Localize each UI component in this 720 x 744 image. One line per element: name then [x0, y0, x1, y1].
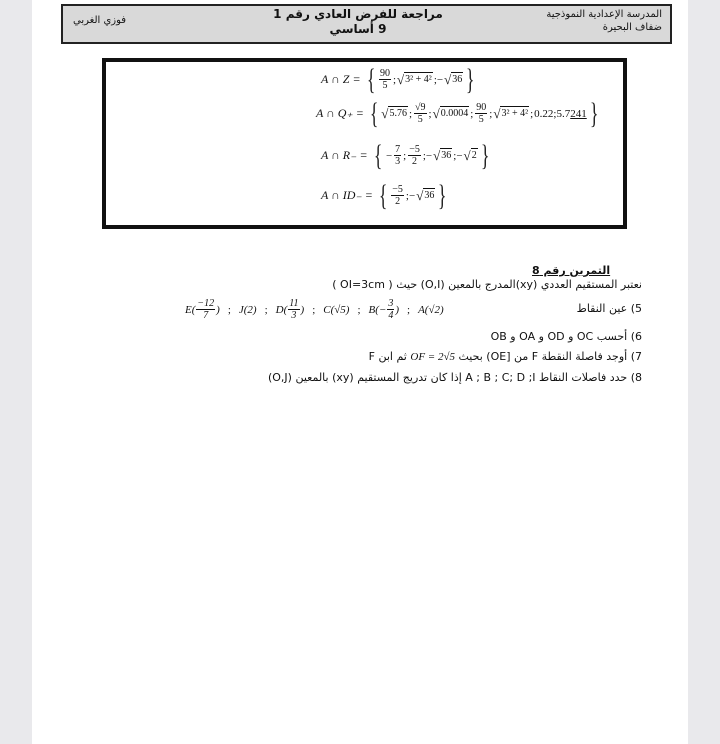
right-brace: } [438, 178, 447, 212]
left-brace: { [369, 96, 379, 130]
point-b: B(− $\frac{3}{4}$ ) [368, 298, 400, 321]
teacher-name: فوزي الغربي [73, 15, 127, 26]
question-6: 6) أحسب OC و OD و OA و OB [490, 330, 642, 343]
left-brace: { [373, 138, 383, 172]
point-c: C(√5) [323, 303, 350, 316]
exercise-intro: نعتبر المستقيم العددي (xy)المدرج بالمعين (O,I) حيث ( OI=3cm ) [332, 278, 642, 291]
square-root: √ 3² + 4² [397, 71, 432, 87]
square-root: √ 0.0004 [432, 105, 469, 121]
worksheet-page [32, 0, 688, 744]
equation-a-inter-id-minus: A ∩ ID₋ = { $\frac{-5}{2}$ ;− √ 36 } [321, 178, 447, 212]
right-brace: } [480, 138, 490, 172]
fraction: $\frac{90}{5}$ [476, 102, 487, 125]
point-j: J(2) [238, 303, 257, 316]
fraction: $\frac{7}{3}$ [395, 144, 401, 167]
exercise-title: التمرين رقم 8 [532, 264, 611, 277]
fraction: $\frac{-5}{2}$ [392, 184, 403, 207]
points-list: E( $\frac{-12}{7}$ ) ; J(2) ; D( $\frac{11}{3}$ ) ; C(√5) ; B(− $\frac{3}{4}$ ) ; A(√2) [185, 298, 444, 321]
fraction: $\frac{√9}{5}$ [415, 102, 426, 125]
school-name: المدرسة الإعدادية النموذجية ضفاف البحيرة [546, 9, 662, 33]
point-d: D( $\frac{11}{3}$ ) [275, 298, 305, 321]
square-root: √ 36 [444, 71, 463, 87]
square-root: √ 2 [463, 147, 477, 163]
right-brace: } [466, 62, 475, 96]
right-brace: } [589, 96, 599, 130]
square-root: √ 5.76 [381, 105, 407, 121]
equation-a-inter-z: A ∩ Z = { $\frac{90}{5}$ ; √ 3² + 4² ;− √ 36 } [321, 62, 475, 96]
question-7: 7) أوجد فاصلة النقطة F من [OE) بحيث OF = 2√5 ثم ابن F [368, 350, 642, 363]
equation-a-inter-r-minus: A ∩ R₋ = { − $\frac{7}{3}$ ; $\frac{-5}{2}$ ;− √ 36 ;− √ 2 } [321, 138, 490, 172]
square-root: √ 36 [433, 147, 452, 163]
question-5-label: 5) عين النقاط [576, 302, 642, 315]
fraction: $\frac{-5}{2}$ [409, 144, 420, 167]
equation-a-inter-q-plus: A ∩ Q₊ = { √ 5.76 ; $\frac{√9}{5}$ ; √ 0.0004 ; $\frac{90}{5}$ ; √ 3² + 4² ; 0.22;5.7 241 } [316, 96, 599, 130]
answer-box [102, 58, 627, 229]
worksheet-header [61, 4, 672, 44]
square-root: √ 3² + 4² [493, 105, 529, 121]
left-brace: { [366, 62, 376, 96]
point-e: E( $\frac{-12}{7}$ ) [185, 298, 220, 321]
left-brace: { [378, 178, 388, 212]
question-8: 8) حدد فاصلات النقاط A ; B ; C; D ;I إذا كان تدريج المستقيم (xy) بالمعين (O,J) [267, 371, 642, 384]
fraction: $\frac{90}{5}$ [379, 68, 390, 91]
square-root: √ 36 [416, 187, 435, 203]
worksheet-title: مراجعة للفرض العادي رقم 1 9 أساسي [273, 7, 443, 36]
point-a: A(√2) [418, 303, 444, 316]
